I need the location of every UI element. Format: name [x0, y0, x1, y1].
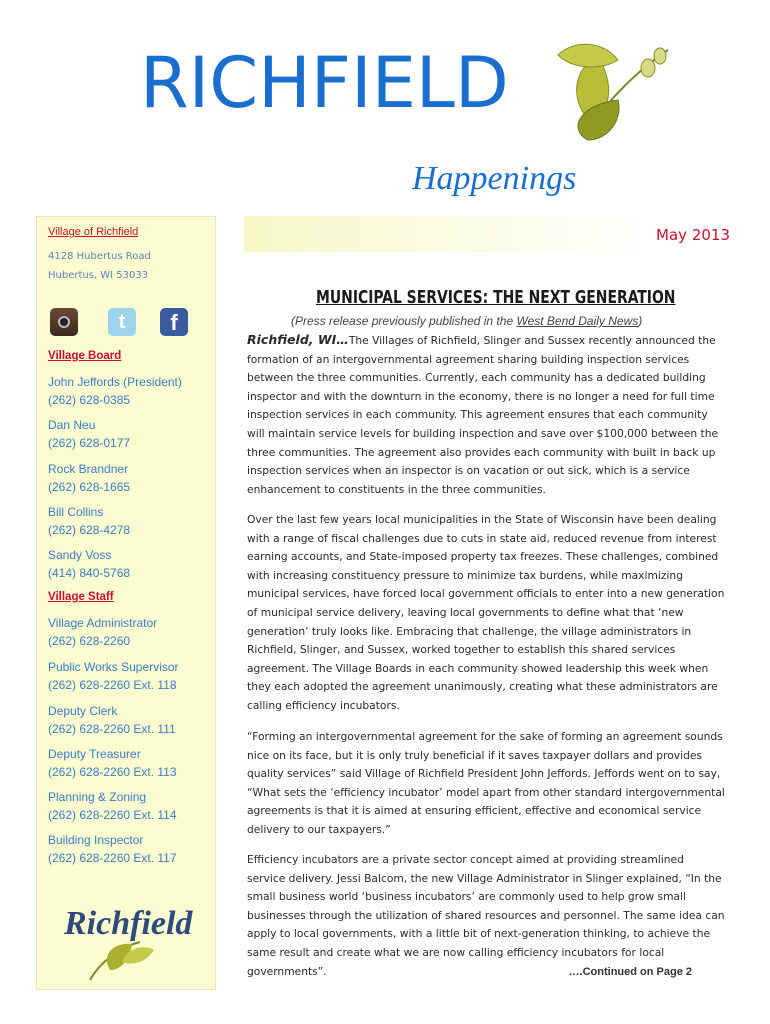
continued-note: ….Continued on Page 2 — [568, 966, 692, 978]
staff-title: Building Inspector — [48, 833, 144, 847]
staff-phone: (262) 628-2260 Ext. 118 — [48, 678, 177, 692]
staff-phone: (262) 628-2260 Ext. 114 — [48, 808, 177, 822]
article-subhead: (Press release previously published in the West Bend Daily News) — [291, 314, 643, 328]
board-member-name: Bill Collins — [48, 505, 104, 519]
staff-phone: (262) 628-2260 Ext. 111 — [48, 722, 176, 736]
masthead-title: RICHFIELD — [140, 42, 509, 124]
staff-phone: (262) 628-2260 Ext. 113 — [48, 765, 177, 779]
staff-title: Planning & Zoning — [48, 790, 147, 804]
oak-leaf-logo-icon — [548, 30, 678, 150]
dateline: Richfield, WI… — [247, 332, 349, 347]
article-paragraph-3: “Forming an intergovernmental agreement for the sake of forming an agreement sounds nice on its face, but it is only truly beneficial if it saves taxpayer dollars and provides quality services” said Village of Richfield President John Jeffords. Jeffords went on to say, “What sets the ‘efficiency incubator’ model apart from other standard intergovernmental agreements is that it is aimed at ensuring efficient, effective and economical service delivery to our taxpayers.” — [247, 730, 725, 836]
facebook-icon[interactable]: f — [160, 308, 188, 336]
article-paragraph-4: Efficiency incubators are a private sector concept aimed at providing streamlined service delivery. Jessi Balcom, the new Village Administrator in Slinger explained, “In the small business world ‘business incubators’ are commonly used to help grow small businesses through the utilization of shared resources and personnel. The same idea can apply to local governments, with a little bit of next-generation thinking, to achieve the same result and create what we are now calling efficiency incubators for local governments”. — [247, 853, 725, 978]
newsletter-subtitle: Happenings — [412, 160, 577, 197]
article-paragraph-1: Richfield, WI…The Villages of Richfield, Slinger and Sussex recently announced the formation of an intergovernmental agreement sharing building inspection services between the three communities. Currently, each community has a dedicated building inspector and with the downturn in the economy, there is no longer a need for full time inspection services in each community. This agreement ensures that each community will maintain service levels for building inspection and save over $100,000 between the three communities. The agreement also provides each community with built in back up inspection services when an inspector is on vacation or out sick, which is a service enhancement to constituents in the three communities. — [247, 332, 719, 496]
address-line2: Hubertus, WI 53033 — [48, 270, 149, 281]
address-line1: 4128 Hubertus Road — [48, 251, 151, 262]
staff-title: Village Administrator — [48, 616, 158, 630]
board-member-phone: (414) 840-5768 — [48, 566, 131, 580]
instagram-icon[interactable] — [50, 308, 78, 336]
article-paragraph-2: Over the last few years local municipalities in the State of Wisconsin have been dealing with a range of fiscal challenges due to cuts in state aid, reduced revenue from interest earning accounts, and State-imposed property tax freezes. These challenges, combined with increasing constituency pressure to minimize tax burdens, while maximizing municipal services, have forced local government officials to enter into a new generation of municipal service delivery, leaving local governments to define what that ‘new generation’ truly looks like. Embracing that challenge, the village administrators in Richfield, Slinger, and Sussex, worked together to establish this shared services agreement. The Village Boards in each community showed leadership this week when they each adopted the agreement unanimously, creating what these administrators are calling efficiency incubators. — [247, 513, 725, 712]
staff-title: Public Works Supervisor — [48, 660, 179, 674]
village-staff-heading[interactable]: Village Staff — [48, 591, 114, 603]
staff-phone: (262) 628-2260 — [48, 634, 131, 648]
village-board-heading[interactable]: Village Board — [48, 350, 122, 362]
richfield-logo-icon — [60, 892, 200, 982]
twitter-icon[interactable]: t — [108, 308, 136, 336]
board-member-phone: (262) 628-4278 — [48, 523, 131, 537]
board-member-phone: (262) 628-0177 — [48, 436, 131, 450]
board-member-name: Dan Neu — [48, 418, 96, 432]
source-link[interactable]: West Bend Daily News — [516, 314, 639, 328]
board-member-name: John Jeffords (President) — [48, 375, 182, 389]
staff-title: Deputy Clerk — [48, 704, 118, 718]
board-member-name: Sandy Voss — [48, 548, 112, 562]
staff-phone: (262) 628-2260 Ext. 117 — [48, 851, 177, 865]
staff-title: Deputy Treasurer — [48, 747, 141, 761]
board-member-phone: (262) 628-1665 — [48, 480, 131, 494]
village-link[interactable]: Village of Richfield — [48, 226, 139, 238]
richfield-logo-text: Richfield — [64, 905, 193, 942]
board-member-name: Rock Brandner — [48, 462, 129, 476]
board-member-phone: (262) 628-0385 — [48, 393, 131, 407]
issue-date: May 2013 — [656, 226, 730, 244]
article-headline: MUNICIPAL SERVICES: THE NEXT GENERATION — [316, 287, 676, 308]
